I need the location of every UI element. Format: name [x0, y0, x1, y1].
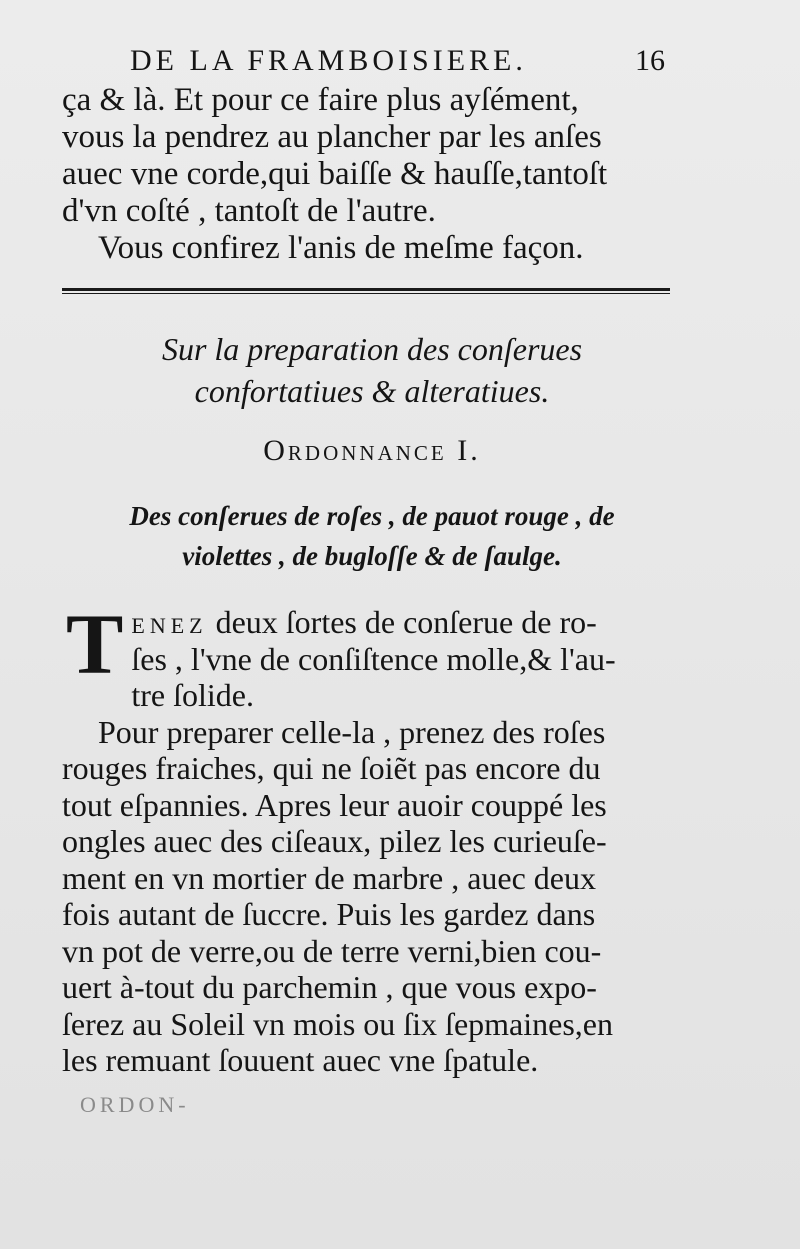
recipe-title-line: Des conſerues de roſes , de pauot rouge , de — [129, 501, 615, 531]
running-header — [130, 44, 665, 78]
text-line: les remuant ſouuent auec vne ſpatule. — [62, 1042, 539, 1078]
recipe-title-line: violettes , de bugloſſe & de ſaulge. — [182, 541, 562, 571]
text-line: fois autant de ſuccre. Puis les gardez dans — [62, 896, 596, 932]
text-line: uert à-tout du parchemin , que vous expo- — [62, 969, 597, 1005]
text-line: d'vn coſté , tantoſt de l'autre. — [62, 193, 436, 229]
text-line: ment en vn mortier de marbre , auec deux — [62, 859, 596, 896]
text-line: Pour preparer celle-la , prenez des roſes — [98, 713, 606, 750]
section-title-line: confortatiues & alteratiues. — [194, 373, 550, 409]
text-line: vous la pendrez au plancher par les anſes — [62, 119, 602, 155]
ordonnance-heading: Ordonnance I. — [263, 434, 481, 467]
catchword: ORDON- — [80, 1092, 190, 1117]
text-line: tout eſpannies. Apres leur auoir couppé les — [62, 786, 607, 823]
drop-capital: T — [66, 596, 124, 692]
section-divider — [62, 288, 670, 294]
text-line: vn pot de verre,ou de terre verni,bien cou- — [62, 932, 602, 969]
body-paragraph — [62, 596, 682, 1079]
text-line: ongles auec des ciſeaux, pilez les curieuſe- — [62, 823, 607, 859]
first-word: enez — [131, 604, 208, 640]
text-line: Vous confirez l'anis de meſme façon. — [98, 230, 584, 266]
text-line: rouges fraiches, qui ne ſoiẽt pas encore du — [62, 750, 601, 786]
page-number: 16 — [635, 44, 665, 77]
text-line: ſes , l'vne de conſiſtence molle,& l'au- — [131, 640, 616, 677]
top-paragraph — [62, 82, 682, 267]
text-line: deux ſortes de conſerue de ro- — [215, 604, 597, 640]
running-title: DE LA FRAMBOISIERE. — [130, 44, 527, 77]
text-line: ça & là. Et pour ce faire plus ayſément, — [62, 82, 579, 118]
recipe-title — [62, 496, 682, 576]
section-title — [62, 328, 682, 412]
text-line: auec vne corde,qui baiſſe & hauſſe,tantoſt — [62, 156, 608, 192]
text-line: ſerez au Soleil vn mois ou ſix ſepmaines,en — [62, 1005, 613, 1042]
text-line: tre ſolide. — [131, 677, 254, 713]
section-title-line: Sur la preparation des conſerues — [161, 331, 583, 367]
